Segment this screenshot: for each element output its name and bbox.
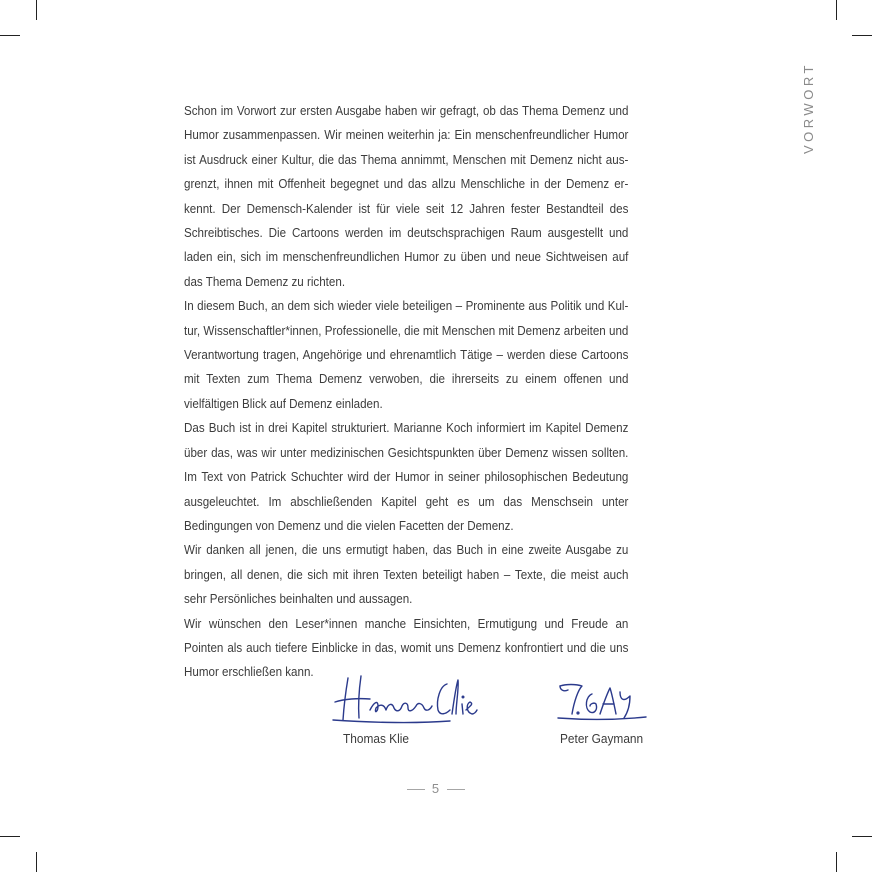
signatory-name-2: Peter Gaymann — [560, 731, 644, 746]
signature-thomas-klie — [330, 670, 478, 726]
paragraph-3: Das Buch ist in drei Kapitel strukturiert. Marianne Koch informiert im Kapitel Demenz über das, was wir unter medizinischen Gesichtspunkten über Demenz wissen sollten. Im Text von Patrick Schuchter wird der Humor in seiner philosophischen Bedeutung ausgeleuchtet. Im abschließenden Kapitel geht es um das Menschsein unter Bedingungen von Demenz und die vielen Facetten der Demenz. — [184, 420, 629, 533]
paragraph-4: Wir danken all jenen, die uns ermutigt haben, das Buch in eine zweite Ausgabe zu bringen, all denen, die sich mit ihren Texten beteiligt haben – Texte, die meist auch sehr Persönliches beinhalten und aussagen. — [184, 542, 629, 607]
paragraph-5: Wir wünschen den Leser*innen manche Einsichten, Ermutigung und Freude an Pointen als auch tiefere Einblicke in das, womit uns Demenz konfrontiert und die uns Humor erschließen kann. — [184, 615, 629, 680]
crop-mark-top-left-vertical — [36, 0, 37, 20]
paragraph-1: Schon im Vorwort zur ersten Ausgabe haben wir gefragt, ob das Thema Demenz und Humor zusammenpassen. Wir meinen weiterhin ja: Ein menschenfreundlicher Humor ist Ausdruck einer Kultur, die das Thema annimmt, Menschen mit Demenz nicht ausgrenzt, ihnen mit Offenheit begegnet und das allzu Menschliche in der Demenz erkennt. Der Demensch-Kalender ist für viele seit 12 Jahren fester Bestandteil des Schreibtisches. Die Cartoons werden im deutschsprachigen Raum ausgestellt und laden ein, sich im menschenfreundlichen Humor zu üben und neue Sichtweisen auf das Thema Demenz zu richten. — [184, 103, 629, 289]
signature-peter-gaymann — [556, 680, 648, 722]
crop-mark-bottom-left-vertical — [36, 852, 37, 872]
crop-mark-bottom-left-horizontal — [0, 836, 20, 837]
crop-mark-top-left-horizontal — [0, 35, 20, 36]
footer-dash-left — [407, 789, 425, 790]
crop-mark-top-right-horizontal — [852, 35, 872, 36]
footer-dash-right — [447, 789, 465, 790]
section-label: VORWORT — [801, 62, 816, 154]
crop-mark-bottom-right-horizontal — [852, 836, 872, 837]
crop-mark-top-right-vertical — [836, 0, 837, 20]
page-footer — [0, 781, 872, 796]
crop-mark-bottom-right-vertical — [836, 852, 837, 872]
paragraph-2: In diesem Buch, an dem sich wieder viele beteiligen – Prominente aus Politik und Kultur, Wissenschaftler*innen, Professionelle, die mit Menschen mit Demenz arbeiten und Verantwortung tragen, Angehörige und ehrenamtlich Tätige – werden diese Cartoons mit Texten zum Thema Demenz verwoben, die ihrerseits zu einem offenen und vielfältigen Blick auf Demenz einladen. — [184, 298, 629, 411]
page-number: 5 — [431, 781, 441, 796]
preface-body — [184, 99, 628, 685]
signatory-name-1: Thomas Klie — [343, 731, 409, 746]
